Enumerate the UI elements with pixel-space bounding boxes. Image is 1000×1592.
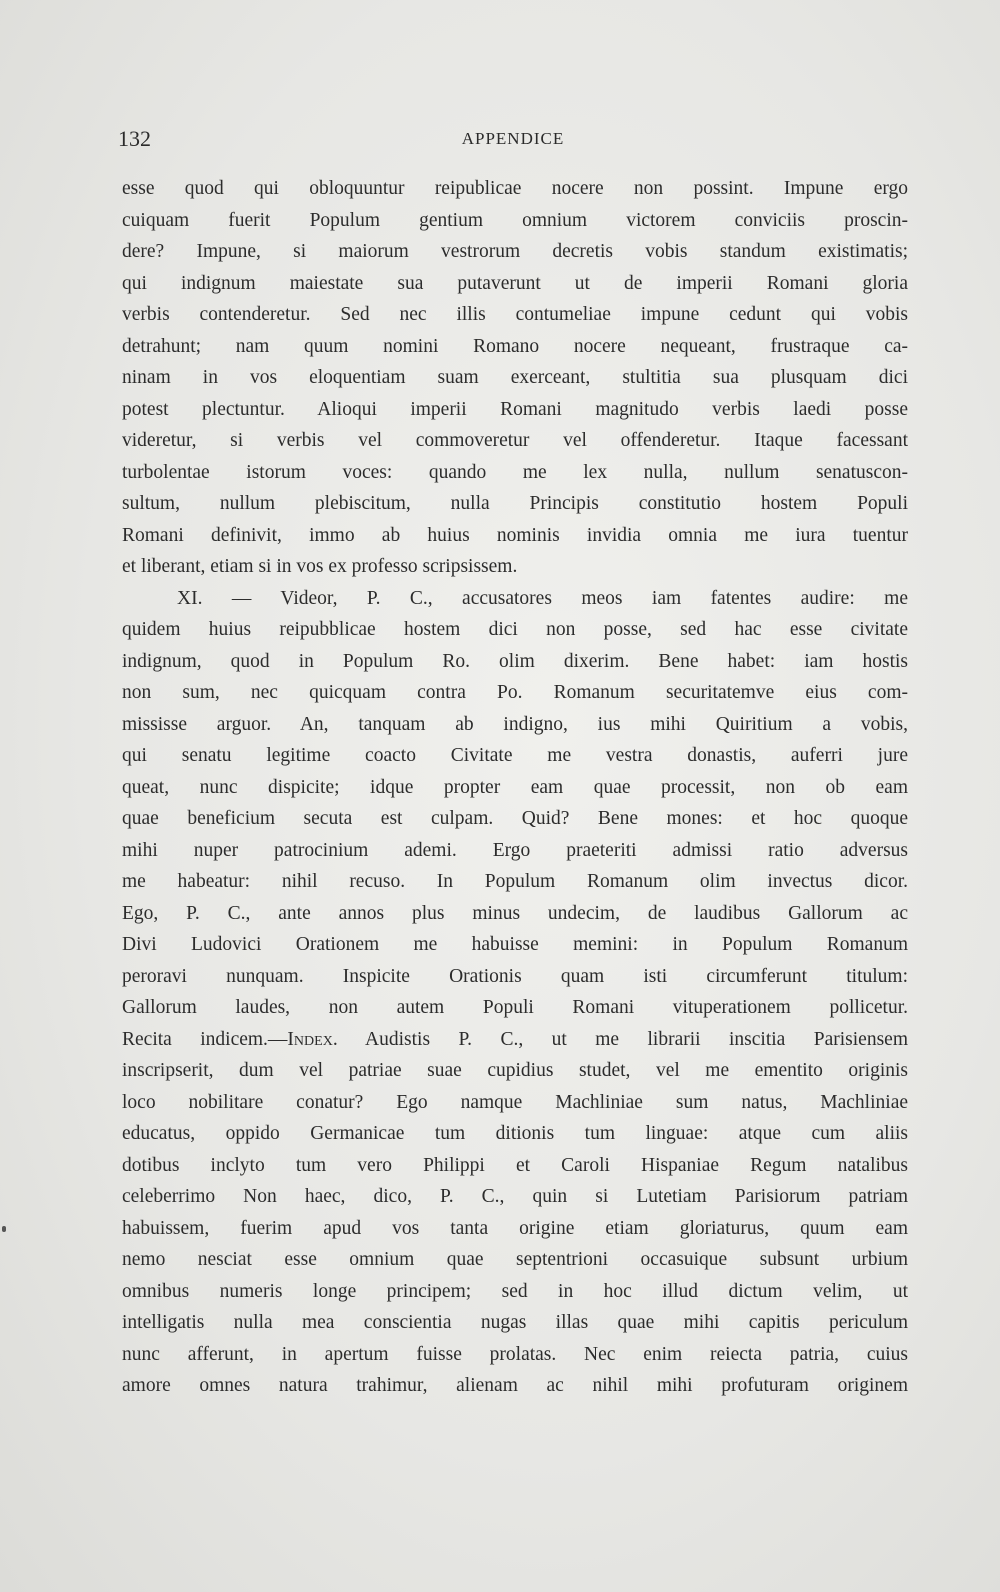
text-line: nemo nesciat esse omnium quae septentrioni occasuique subsunt urbium: [122, 1249, 908, 1270]
text-line: mihi nuper patrocinium ademi. Ergo praeteriti admissi ratio adversus: [122, 839, 908, 861]
text-line: turbolentae istorum voces: quando me lex nulla, nullum senatuscon-: [122, 461, 908, 483]
text-line: quae beneficium secuta est culpam. Quid? Bene mones: et hoc quoque: [122, 808, 908, 829]
text-line: inscripserit, dum vel patriae suae cupidius studet, vel me ementito originis: [122, 1060, 908, 1081]
text-line: potest plectuntur. Alioqui imperii Romani magnitudo verbis laedi posse: [122, 398, 908, 420]
text-line: videretur, si verbis vel commoveretur vel offenderetur. Itaque facessant: [122, 430, 908, 451]
text-line: detrahunt; nam quum nomini Romano nocere nequeant, frustraque ca-: [122, 335, 908, 357]
running-head: [118, 126, 908, 154]
text-line: sultum, nullum plebiscitum, nulla Principis constitutio hostem Populi: [122, 493, 908, 514]
text-line: Gallorum laudes, non autem Populi Romani vituperationem pollicetur.: [122, 997, 908, 1018]
text-line: amore omnes natura trahimur, alienam ac nihil mihi profuturam originem: [122, 1375, 908, 1396]
text-line: queat, nunc dispicite; idque propter eam quae processit, non ob eam: [122, 776, 908, 798]
text-line: dere? Impune, si maiorum vestrorum decretis vobis standum existimatis;: [122, 241, 908, 262]
text-line: intelligatis nulla mea conscientia nugas illas quae mihi capitis periculum: [122, 1312, 908, 1333]
running-title: APPENDICE: [461, 129, 565, 148]
section-xi-first-line: XI. — Videor, P. C., accusatores meos iam fatentes audire: me: [177, 587, 908, 609]
text-line: nunc afferunt, in apertum fuisse prolatas. Nec enim reiecta patria, cuius: [122, 1343, 908, 1365]
text-line: non sum, nec quicquam contra Po. Romanum securitatemve eius com-: [122, 682, 908, 703]
text-line: habuissem, fuerim apud vos tanta origine etiam gloriaturus, quum eam: [122, 1217, 908, 1239]
text-line: Recita indicem.—Index. Audistis P. C., ut me librarii inscitia Parisiensem: [122, 1028, 908, 1050]
text-line: educatus, oppido Germanicae tum ditionis tum linguae: atque cum aliis: [122, 1123, 908, 1144]
text-line: celeberrimo Non haec, dico, P. C., quin si Lutetiam Parisiorum patriam: [122, 1186, 908, 1207]
paragraph-end-line: et liberant, etiam si in vos ex professo scripsissem.: [122, 556, 518, 577]
body-text: [122, 173, 908, 1402]
text-line: verbis contenderetur. Sed nec illis contumeliae impune cedunt qui vobis: [122, 304, 908, 325]
text-line: esse quod qui obloquuntur reipublicae nocere non possint. Impune ergo: [122, 178, 908, 199]
text-line: me habeatur: nihil recuso. In Populum Romanum olim invectus dicor.: [122, 871, 908, 892]
text-line: Romani definivit, immo ab huius nominis invidia omnia me iura tuentur: [122, 524, 908, 546]
text-line: Divi Ludovici Orationem me habuisse memini: in Populum Romanum: [122, 934, 908, 955]
text-line: loco nobilitare conatur? Ego namque Machliniae sum natus, Machliniae: [122, 1091, 908, 1113]
text-line: qui senatu legitime coacto Civitate me vestra donastis, auferri jure: [122, 745, 908, 766]
text-line: omnibus numeris longe principem; sed in hoc illud dictum velim, ut: [122, 1280, 908, 1302]
text-line: indignum, quod in Populum Ro. olim dixerim. Bene habet: iam hostis: [122, 650, 908, 672]
text-line: qui indignum maiestate sua putaverunt ut de imperii Romani gloria: [122, 272, 908, 294]
text-line: mississe arguor. An, tanquam ab indigno, ius mihi Quiritium a vobis,: [122, 713, 908, 735]
text-line: Ego, P. C., ante annos plus minus undecim, de laudibus Gallorum ac: [122, 902, 908, 924]
page-number: 132: [118, 126, 151, 151]
text-line: peroravi nunquam. Inspicite Orationis quam isti circumferunt titulum:: [122, 965, 908, 987]
text-line: ninam in vos eloquentiam suam exerceant, stultitia sua plusquam dici: [122, 367, 908, 388]
text-line: cuiquam fuerit Populum gentium omnium victorem conviciis proscin-: [122, 209, 908, 231]
margin-speck: [2, 1226, 6, 1232]
text-line: dotibus inclyto tum vero Philippi et Caroli Hispaniae Regum natalibus: [122, 1154, 908, 1176]
text-line: quidem huius reipubblicae hostem dici non posse, sed hac esse civitate: [122, 619, 908, 640]
